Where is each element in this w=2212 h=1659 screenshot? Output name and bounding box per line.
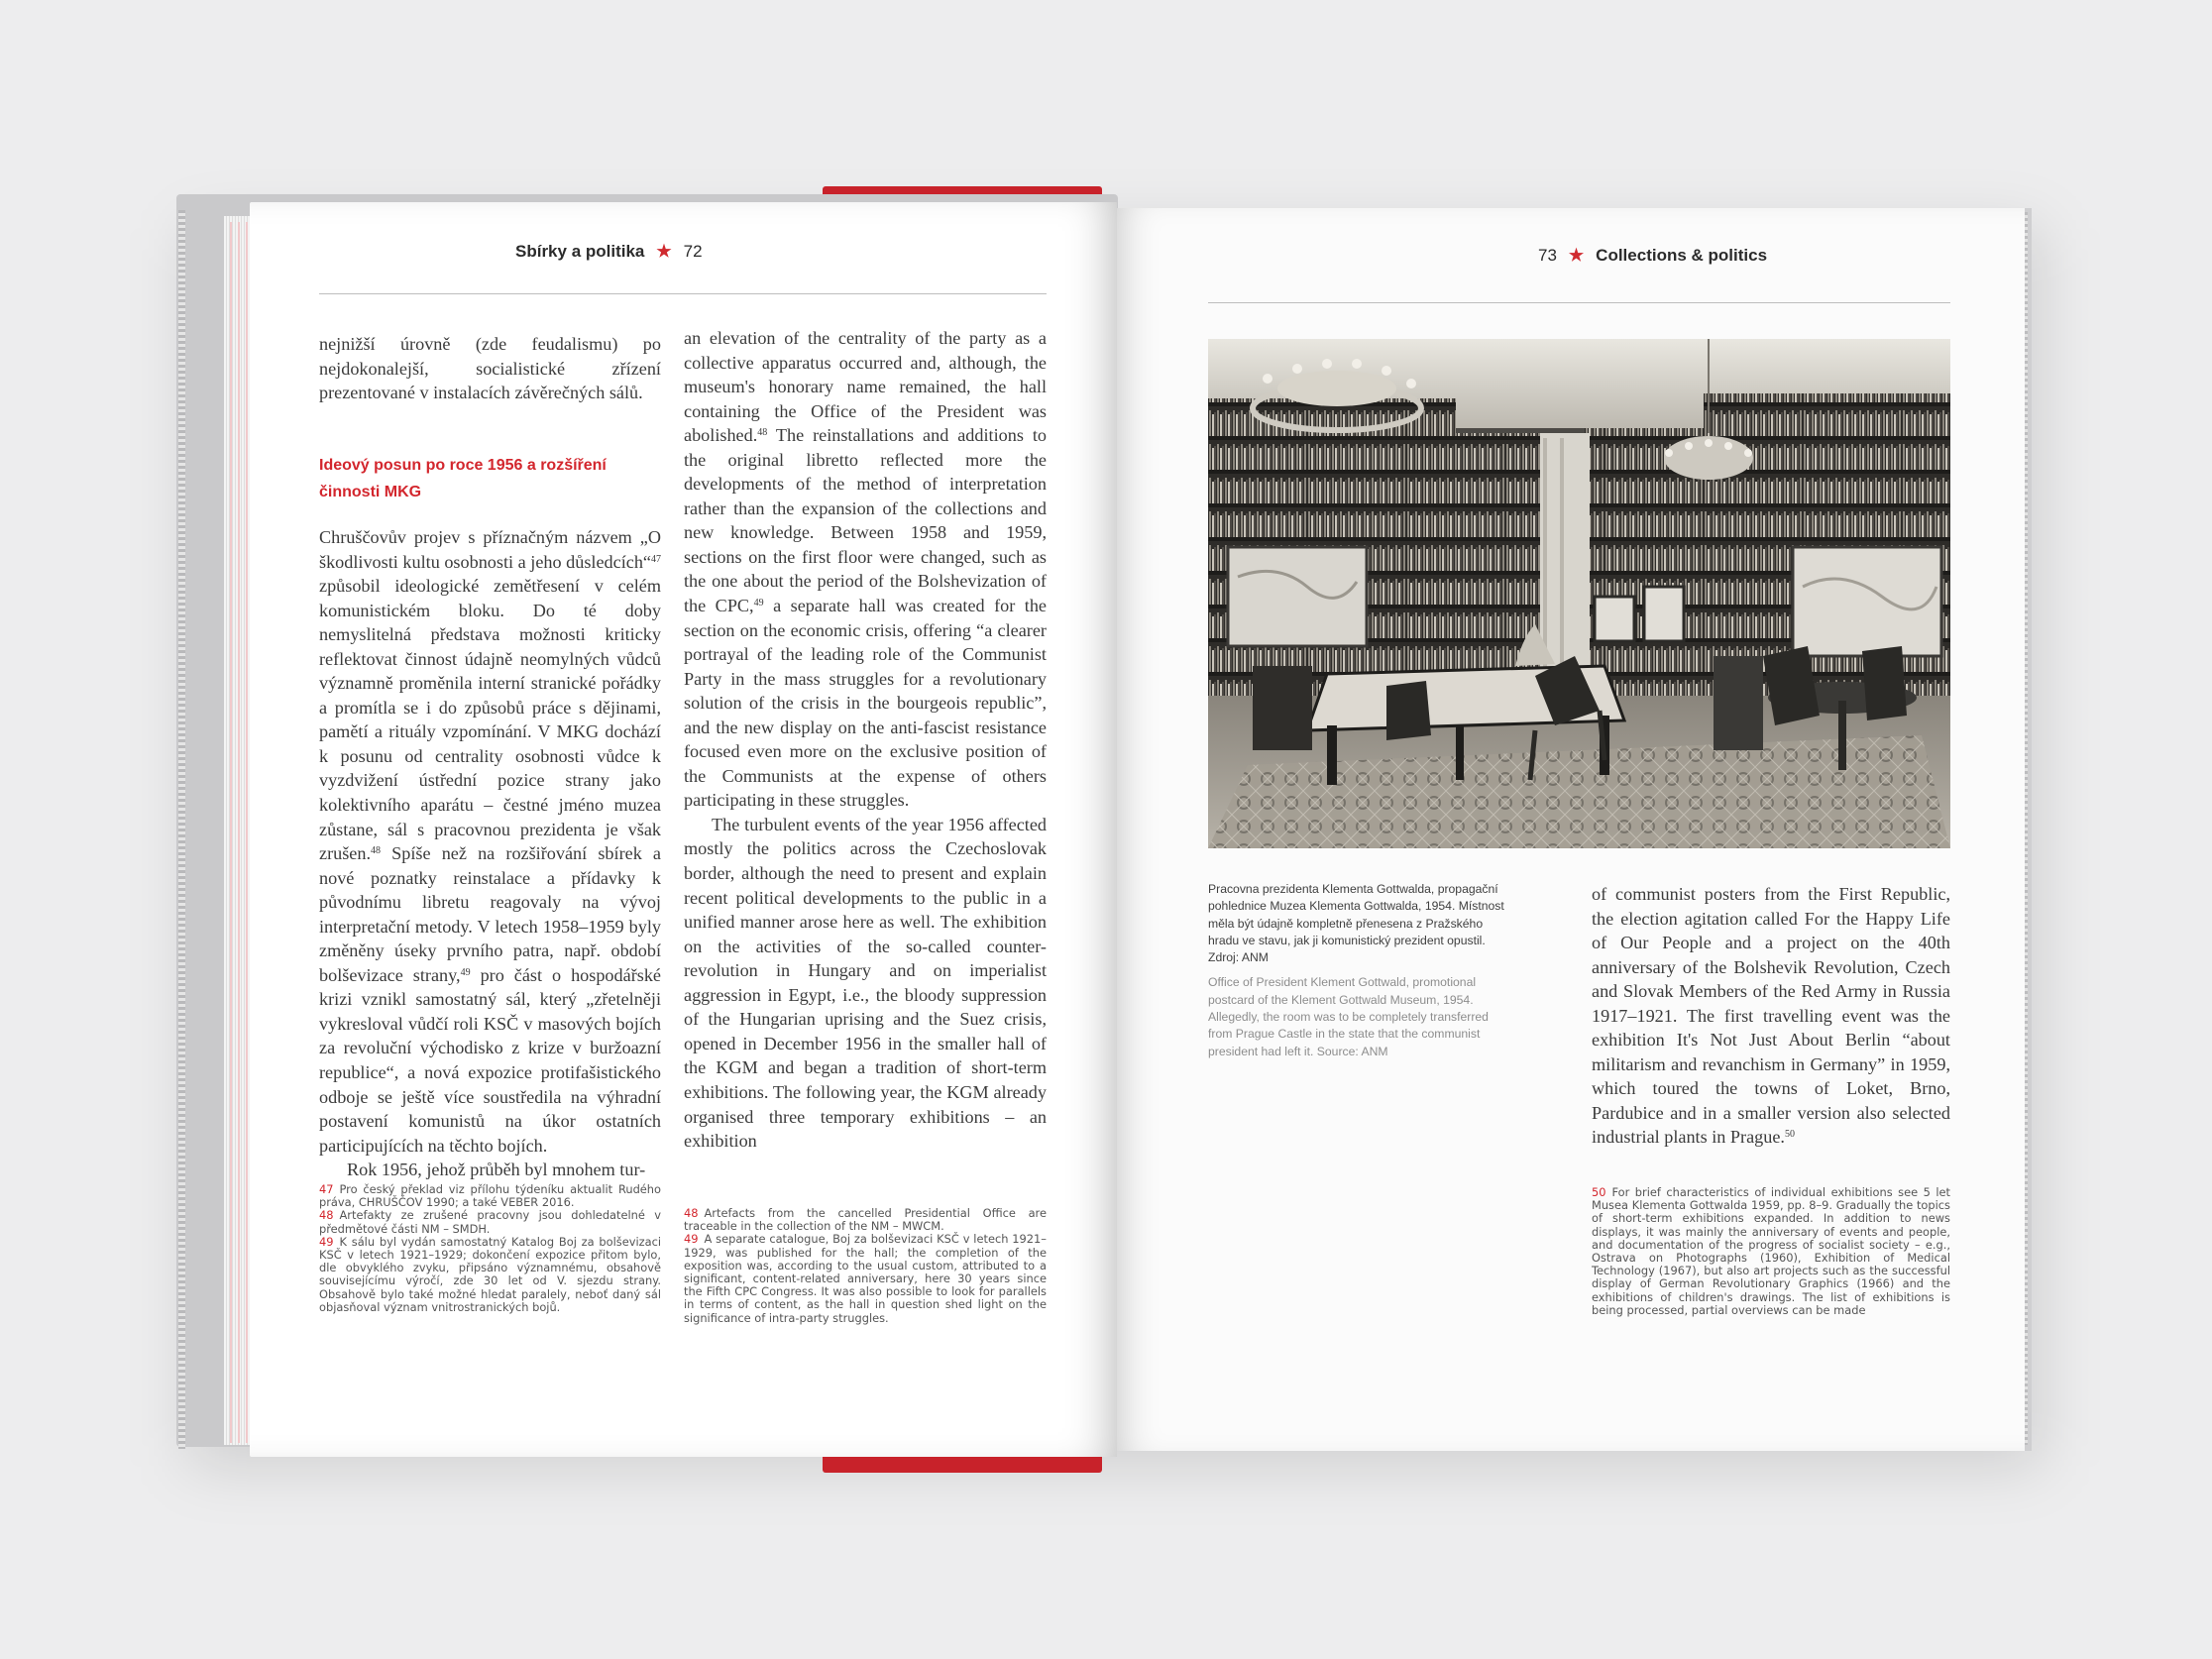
running-head-left — [515, 242, 813, 262]
footnote-ref: 47 — [651, 553, 661, 565]
page-edge-line — [238, 222, 240, 1443]
caption-cz: Pracovna prezidenta Klementa Gottwalda, propagační pohlednice Muzea Klementa Gottwalda, 1954. Místnost měla být údajně kompletně přenesena z Pražského hradu ve stavu, jak ji komunistický prezident opustil. Zdroj: ANM — [1208, 882, 1504, 965]
footnote-50 — [1592, 1186, 1950, 1317]
page-edge-line — [246, 222, 248, 1443]
footnote-ref: 49 — [460, 966, 471, 978]
photo-caption — [1208, 881, 1515, 1060]
page-edge-left — [178, 210, 185, 1449]
header-rule — [1208, 302, 1950, 303]
footnote: 48 Artefakty ze zrušené pracovny jsou dohledatelné v předmětové části NM – SMDH. — [319, 1208, 661, 1236]
page-number: 72 — [683, 242, 703, 261]
paragraph: Rok 1956, jehož průběh byl mnohem tur- — [347, 1160, 646, 1180]
footnote: 50 For brief characteristics of individual exhibitions see 5 let Musea Klementa Gottwalda 1959, pp. 8–9. Gradually the topics of short-term exhibitions expanded. In addition to news displays, it was mainly the anniversary of events and people, and documentation of the progress of socialist society – e.g., Ostrava on Photographs (1960), Exhibition of Medical Technology (1967), but also art projects such as the successful display of German Revolutionary Graphics (1966) and the exhibitions of children's drawings. The list of exhibitions is being processed, partial overviews can be made — [1592, 1185, 1950, 1317]
page-edge-line — [230, 222, 232, 1443]
footnote: 49 A separate catalogue, Boj za bolševizaci KSČ v letech 1921–1929, was published for the hall; the completion of the exposition was, according to the usual custom, attributed to a significant, content-related anniversary, here 30 years since the Fifth CPC Congress. It was also possible to look for parallels in terms of content, as the hall in question shed light on the significance of intra-party struggles. — [684, 1232, 1047, 1325]
paragraph: The turbulent events of the year 1956 affected mostly the politics across the Czechoslovak border, although the need to present and explain recent political developments to the public in a unified manner arose here as well. The exhibition on the activities of the so-called counter-revolution in Hungary and on imperialist aggression in Egypt, i.e., the bloody suppression of the Hungarian uprising and the Suez crisis, opened in December 1956 in the smaller hall of the KGM and began a tradition of short-term exhibitions. The following year, the KGM already organised three temporary exhibitions – an exhibition — [684, 814, 1047, 1152]
footnote: 49 K sálu byl vydán samostatný Katalog Boj za bolševizaci KSČ v letech 1921–1929; dokončení expozice přitom bylo, dle obvyklého zvyku, připsáno významnému, obsahově souvisejícímu výročí, zde 30 let od V. sjezdu strany. Obsahově bylo také možné hledat paralely, neboť daný sál objasňoval význam vnitrostranických bojů. — [319, 1234, 661, 1314]
left-column-body — [319, 525, 661, 1182]
footnote: 48 Artefacts from the cancelled Presidential Office are traceable in the collection of the NM – MWCM. — [684, 1206, 1047, 1234]
running-head-right — [1538, 246, 1855, 266]
page-number: 73 — [1538, 246, 1557, 265]
caption-en: Office of President Klement Gottwald, promotional postcard of the Klement Gottwald Museum, 1954. Allegedly, the room was to be completely transferred from Prague Castle in the state that the communist president had left it. Source: ANM — [1208, 975, 1489, 1058]
footnote-ref: 49 — [753, 598, 764, 609]
running-head-title: Sbírky a politika — [515, 242, 645, 261]
star-icon: ★ — [656, 242, 672, 261]
footnote: 47 Pro český překlad viz přílohu týdeníku aktualit Rudého práva, CHRUŠČOV 1990; a také VEBER 2016. — [319, 1182, 661, 1210]
paragraph: of communist posters from the First Republic, the election agitation called For the Happy Life of Our People and a project on the 40th anniversary of the Bolshevik Revolution, Czech and Slovak Members of the Red Army in Russia 1917–1921. The first travelling event was the exhibition It's Not Just About Berlin “about militarism and revanchism in Germany” in 1959, which toured the towns of Loket, Brno, Pardubice and in a smaller version also selected industrial plants in Prague.$^{50}$ — [1592, 884, 1950, 1148]
paragraph: an elevation of the centrality of the party as a collective apparatus occurred and, although, the museum's honorary name remained, the hall containing the Office of the President was abolished.$^{48}$ The reinstallations and additions to the original libretto reflected more the developments of the method of interpretation rather than the expansion of the collections and new knowledge. Between 1958 and 1959, sections on the first floor were changed, such as the one about the period of the Bolshevization of the CPC,$^{49}$ a separate hall was created for the section on the economic crisis, offering “a clearer portrayal of the leading role of the Communist Party in the mass struggles for a revolutionary solution of the crisis in the bourgeois republic”, and the new display on the anti-fascist resistance focused even more on the exclusive position of the Communists at the expense of others participating in these struggles. — [684, 328, 1047, 811]
footnote-ref: 48 — [757, 427, 768, 439]
footnote-ref: 50 — [1784, 1129, 1795, 1141]
header-rule — [319, 293, 1047, 294]
footnotes-en — [684, 1207, 1047, 1325]
paragraph: nejnižší úrovně (zde feudalismu) po nejdokonalejší, socialistické zřízení prezentované v instalacích závěrečných sálů. — [319, 334, 661, 403]
right-page-column — [1592, 882, 1950, 1150]
office-interior-photo — [1208, 339, 1950, 848]
right-column-body — [684, 326, 1047, 1154]
footnotes-cz — [319, 1183, 661, 1314]
section-heading: Ideový posun po roce 1956 a rozšíření činnosti MKG — [319, 457, 607, 500]
paragraph: Chruščovův projev s příznačným názvem „O škodlivosti kultu osobnosti a jeho důsledcích“$^{47}$ způsobil ideologické zemětřesení v celém komunistickém bloku. Do té doby nemyslitelná představa možnosti kriticky reflektovat činnost údajně neomylných vůdců významně proměnila interní stranické pořádky a promítla se i do způsobů práce s dějinami, pamětí a rituály vzpomínání. V MKG dochází k posunu od centrality osobnosti vůdce k vyzdvižení ústřední pozice strany jako kolektivního aparátu – čestné jméno muzea zůstane, sál s pracovnou prezidenta je však zrušen.$^{48}$ Spíše než na rozšiřování sbírek a nové poznatky reinstalace a přídavky k původnímu libretu reagovaly na vývoj interpretační metody. V letech 1958–1959 byly změněny úseky prvního patra, např. období bolševizace strany,$^{49}$ pro část o hospodářské krizi vznikl samostatný sál, který „zřetelněji vykresloval vůdčí roli KSČ v masových bojích za revoluční východisko z krize v buržoazní republice“, a nová expozice protifašistického odboje se ještě více soustředila na výhradní postavení komunistů na úkor ostatních participujících na těchto bojích. — [319, 527, 661, 1156]
left-column-intro — [319, 332, 661, 405]
star-icon: ★ — [1568, 246, 1585, 265]
footnote-ref: 48 — [371, 845, 382, 857]
running-head-title: Collections & politics — [1596, 246, 1768, 265]
